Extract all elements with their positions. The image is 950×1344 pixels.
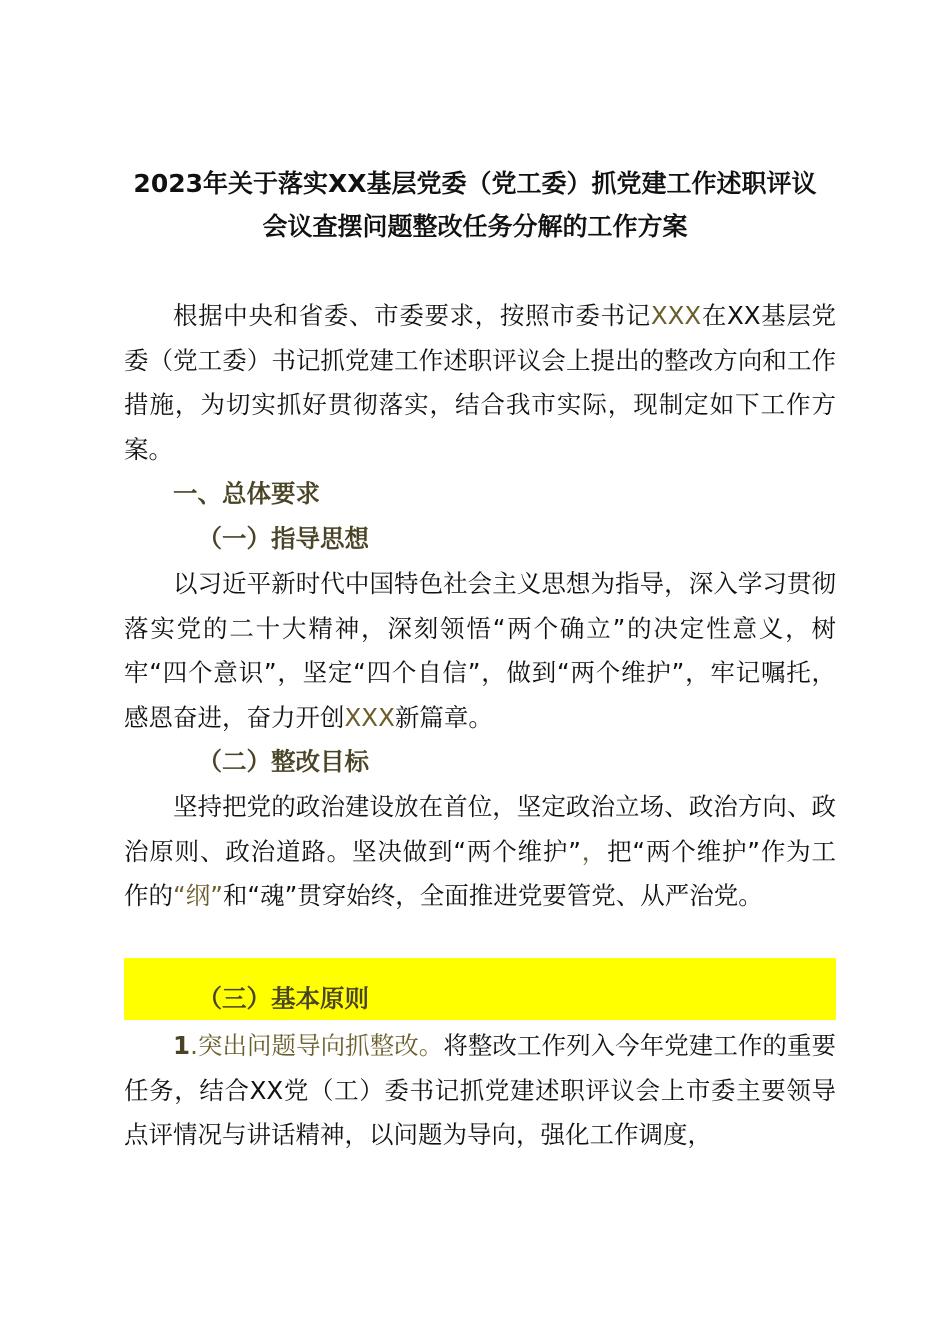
goal-text-a: 坚持把党的政治建设放在首位，坚定政治立场、政治方向、政治原则、政治道路。坚决做到“两个维护” [124, 792, 836, 866]
principle1-paragraph [124, 1024, 836, 1158]
intro-placeholder-name: XXX [650, 301, 702, 330]
intro-text-a: 根据中央和省委、市委要求，按照市委书记 [173, 301, 651, 330]
section1-heading: 一、总体要求 [173, 479, 320, 508]
ideology-placeholder: XXX [344, 702, 395, 732]
ideology-text-b: 新篇章。 [394, 702, 493, 732]
ideology-text-a: 以习近平新时代中国特色社会主义思想为指导，深入学习贯彻落实党的二十大精神，深刻领悟“两个确立”的决定性意义，树牢“四个意识”，坚定“四个自信”，做到“两个维护”，牢记嘱托，感恩奋进，奋力开创 [124, 569, 836, 732]
document-title-line1: 2023年关于落实XX基层党委（党工委）抓党建工作述职评议 [133, 169, 817, 198]
principle1-number: 1 [173, 1031, 191, 1060]
goal-quote-gang: “纲” [173, 881, 223, 911]
subsection3-heading: （三）基本原则 [197, 984, 369, 1013]
rectification-goal-paragraph [124, 785, 836, 919]
principle1-title: .突出问题导向抓整改。 [190, 1031, 444, 1060]
subsection2-heading: （二）整改目标 [197, 747, 369, 776]
intro-paragraph [124, 294, 836, 472]
principle1-body: 将整改工作列入今年党建工作的重要任务，结合XX党（工）委书记抓党建述职评议会上市委主要领导点评情况与讲话精神，以问题为导向，强化工作调度， [124, 1031, 837, 1150]
goal-text-c: 和“魂”贯穿始终，全面推进党要管党、从严治党。 [222, 881, 763, 911]
goal-comma: ， [580, 836, 608, 866]
guiding-ideology-paragraph [124, 562, 836, 740]
goal-text-b: 把“两个维护”作为工作的 [124, 836, 836, 911]
intro-text-b: 在XX基层党委（党工委）书记抓党建工作述职评议会上提出的整改方向和工作措施，为切实抓好贯彻落实，结合我市实际，现制定如下工作方案。 [124, 301, 836, 464]
subsection1-heading: （一）指导思想 [197, 524, 369, 553]
document-title-line2: 会议查摆问题整改任务分解的工作方案 [262, 212, 688, 241]
